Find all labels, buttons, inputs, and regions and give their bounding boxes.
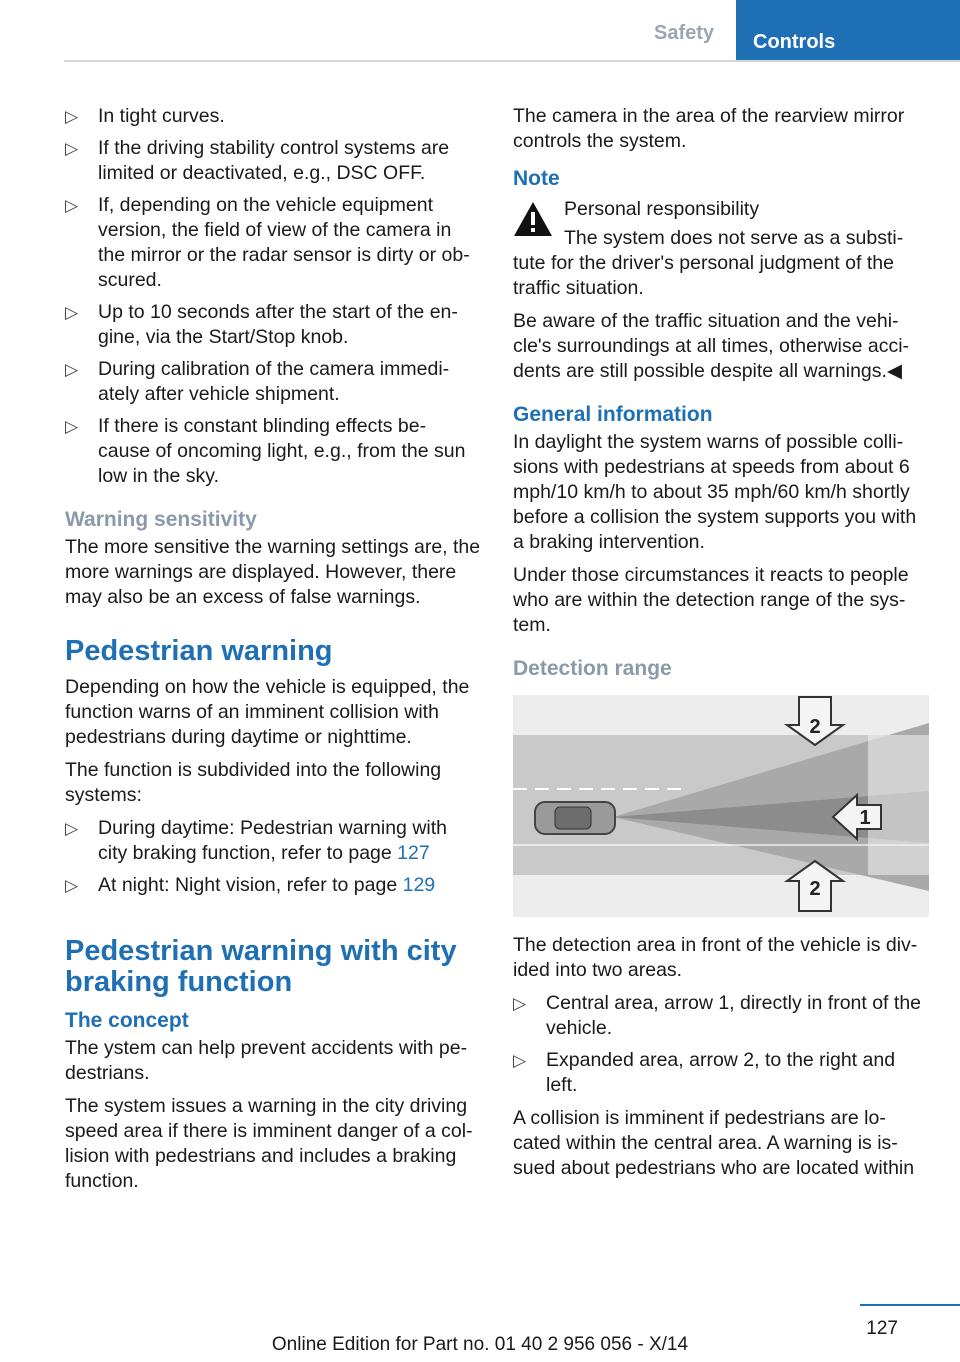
footer-rule — [860, 1304, 960, 1306]
note-body: The system does not serve as a substi‐ tute for the driver's personal judgment of the traffic situation. — [513, 227, 904, 299]
note-title: Personal responsibility — [564, 198, 760, 220]
note-heading: Note — [513, 167, 560, 190]
list-item: ▷ Up to 10 seconds after the start of the en‐ gine, via the Start/Stop knob. — [65, 301, 458, 348]
triangle-bullet-icon: ▷ — [65, 417, 79, 436]
list-item: ▷ If the driving stability control systems are limited or deactivated, e.g., DSC OFF. — [65, 137, 450, 184]
systems-list — [65, 816, 481, 898]
triangle-bullet-icon: ▷ — [65, 107, 79, 126]
right-column — [513, 104, 931, 1189]
list-item: ▷ If there is constant blinding effects be‐ cause of oncoming light, e.g., from the sun low in the sky. — [65, 415, 466, 487]
concept-heading: The concept — [65, 1009, 189, 1032]
list-item: ▷ If, depending on the vehicle equipment version, the field of view of the camera in the mirror or the radar sensor is dirty or ob‐ scured. — [65, 194, 470, 291]
pedestrian-warning-paragraph: Depending on how the vehicle is equipped, the function warns of an imminent collision with pedestrians during daytime or nighttime. — [65, 676, 470, 748]
list-item: ▷ Central area, arrow 1, directly in front of the vehicle. — [513, 992, 922, 1039]
warning-triangle-icon — [513, 201, 553, 237]
list-item: ▷ At night: Night vision, refer to page 129 — [65, 874, 436, 896]
list-item: ▷ Expanded area, arrow 2, to the right and left. — [513, 1049, 896, 1096]
concept-paragraph: The system issues a warning in the city driving speed area if there is imminent danger of a col‐ lision with pedestrians and includes a braking function. — [65, 1095, 473, 1192]
page-link[interactable]: 129 — [402, 874, 436, 896]
warning-sensitivity-heading: Warning sensitivity — [65, 508, 257, 531]
general-information-heading: General information — [513, 403, 713, 426]
edition-footer: Online Edition for Part no. 01 40 2 956 056 - X/14 — [271, 1334, 689, 1355]
page-link[interactable]: 127 — [397, 842, 430, 864]
triangle-bullet-icon: ▷ — [65, 303, 79, 322]
triangle-bullet-icon: ▷ — [65, 360, 79, 379]
arrow-label: 1 — [859, 807, 871, 829]
triangle-bullet-icon: ▷ — [65, 819, 79, 838]
detection-paragraph: A collision is imminent if pedestrians are lo‐ cated within the central area. A warning is is‐ sued about pedestrians who are located within — [513, 1107, 915, 1179]
conditions-list — [65, 104, 481, 489]
warning-note — [513, 197, 931, 222]
pedestrian-warning-heading: Pedestrian warning — [65, 635, 333, 667]
detection-paragraph: The detection area in front of the vehicle is div‐ ided into two areas. — [513, 934, 918, 981]
tab-controls[interactable] — [736, 0, 960, 62]
list-item: ▷ During calibration of the camera immedi‐ ately after vehicle shipment. — [65, 358, 450, 405]
tab-safety[interactable]: Safety — [653, 22, 715, 44]
city-braking-heading: Pedestrian warning with city braking function — [65, 935, 457, 998]
list-item: ▷ During daytime: Pedestrian warning with city braking function, refer to page 127 — [65, 817, 448, 864]
areas-list — [513, 991, 931, 1098]
list-item: ▷ In tight curves. — [65, 105, 225, 127]
camera-paragraph: The camera in the area of the rearview mirror controls the system. — [513, 105, 905, 152]
concept-paragraph: The ystem can help prevent accidents with pe‐ destrians. — [65, 1037, 468, 1084]
triangle-bullet-icon: ▷ — [65, 196, 79, 215]
detection-range-heading: Detection range — [513, 657, 672, 680]
detection-range-figure — [513, 695, 929, 917]
triangle-bullet-icon: ▷ — [513, 994, 527, 1013]
general-paragraph: In daylight the system warns of possible colli‐ sions with pedestrians at speeds from about 6 mph/10 km/h to about 35 mph/60 km/h shortly before a collision the system supports you with a braking intervention. — [513, 431, 917, 553]
triangle-bullet-icon: ▷ — [65, 876, 79, 895]
arrow-label: 2 — [809, 878, 821, 900]
note-paragraph: Be aware of the traffic situation and the vehi‐ cle's surroundings at all times, otherwise acci‐ dents are still possible despite all warnings.◀ — [513, 310, 910, 382]
triangle-bullet-icon: ▷ — [65, 139, 79, 158]
general-paragraph: Under those circumstances it reacts to people who are within the detection range of the sys‐ tem. — [513, 564, 909, 636]
warning-sensitivity-text: The more sensitive the warning settings are, the more warnings are displayed. However, there may also be an excess of false warnings. — [65, 536, 481, 608]
header-rule — [64, 60, 960, 62]
triangle-bullet-icon: ▷ — [513, 1051, 527, 1070]
pedestrian-warning-paragraph: The function is subdivided into the following systems: — [65, 759, 442, 806]
tab-controls-label: Controls — [753, 31, 836, 53]
left-column — [65, 104, 481, 1202]
page-header — [0, 0, 960, 62]
arrow-label: 2 — [809, 716, 821, 738]
page-number: 127 — [866, 1318, 898, 1339]
